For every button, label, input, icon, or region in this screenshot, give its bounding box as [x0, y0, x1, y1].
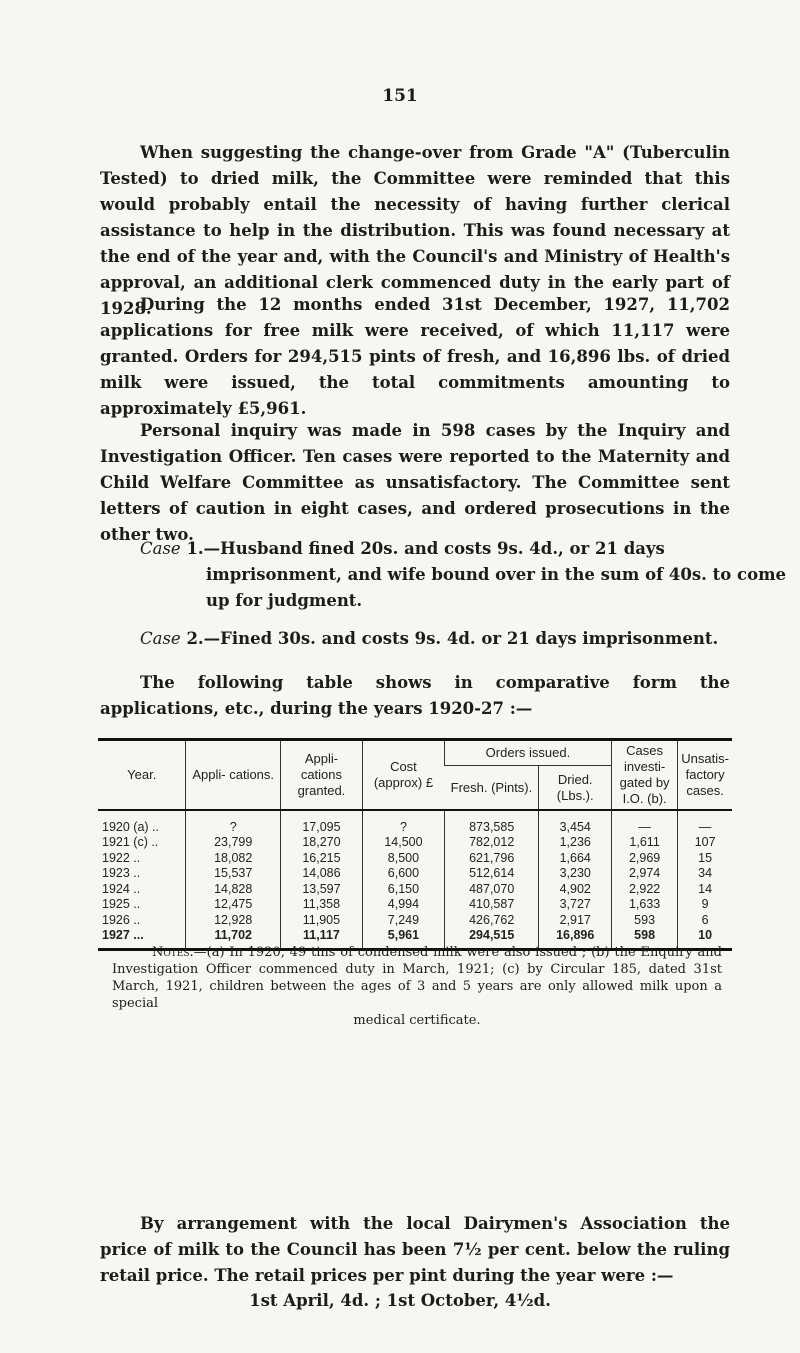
case-2-text: 2.—Fined 30s. and costs 9s. 4d. or 21 days imprisonment. — [186, 629, 719, 648]
case-2 — [140, 626, 796, 652]
cell-investigated: 1,611 — [611, 835, 677, 851]
cell-applications: 12,475 — [186, 897, 280, 913]
header-year: Year. — [98, 740, 186, 811]
cell-cost: 6,600 — [362, 866, 444, 882]
cell-dried: 16,896 — [539, 928, 612, 950]
cell-cost: 5,961 — [362, 928, 444, 950]
notes-tail: medical certificate. — [353, 1013, 481, 1028]
notes-text: —(a) In 1920, 49 tins of condensed milk were also issued ; (b) the Enquiry and Investigation Officer commenced duty in March, 1921; (c) by Circular 185, dated 31st March, 1921, children between the ages of 3 and 5 years are only allowed milk upon a special — [112, 945, 722, 1011]
cell-unsatisfactory: 34 — [678, 866, 732, 882]
cell-dried: 2,917 — [539, 912, 612, 928]
cell-cost: 14,500 — [362, 835, 444, 851]
cell-year: 1927 ... — [102, 928, 144, 943]
cell-dried: 3,727 — [539, 897, 612, 913]
cell-investigated: 1,633 — [611, 897, 677, 913]
page-number: 151 — [382, 86, 418, 106]
cell-applications: 14,828 — [186, 881, 280, 897]
table-row — [98, 835, 732, 851]
table-row — [98, 912, 732, 928]
cell-year: 1923 .. — [102, 866, 141, 881]
cell-applications: 12,928 — [186, 912, 280, 928]
cell-year: 1922 .. — [102, 850, 141, 865]
cell-investigated: 2,969 — [611, 850, 677, 866]
cell-unsatisfactory: 10 — [678, 928, 732, 950]
cell-dried: 3,454 — [539, 810, 612, 835]
cell-granted: 11,905 — [280, 912, 362, 928]
case-1-text: 1.—Husband fined 20s. and costs 9s. 4d., or 21 days imprisonment, and wife bound over in the sum of 40s. to come up for judgment. — [186, 539, 787, 610]
cell-year: 1926 .. — [102, 912, 141, 927]
cell-investigated: 593 — [611, 912, 677, 928]
cell-unsatisfactory: 15 — [678, 850, 732, 866]
case-1 — [140, 536, 796, 614]
cell-investigated: — — [611, 810, 677, 835]
cell-fresh: 487,070 — [444, 881, 539, 897]
table-row — [98, 850, 732, 866]
cell-year: 1920 (a) .. — [102, 819, 159, 834]
notes-label: Notes. — [152, 945, 194, 960]
header-fresh-pints: Fresh. (Pints). — [444, 766, 539, 810]
cell-unsatisfactory: 6 — [678, 912, 732, 928]
cell-fresh: 512,614 — [444, 866, 539, 882]
table-row — [98, 810, 732, 835]
cell-fresh: 873,585 — [444, 810, 539, 835]
cell-granted: 11,358 — [280, 897, 362, 913]
cell-applications: 18,082 — [186, 850, 280, 866]
cell-granted: 16,215 — [280, 850, 362, 866]
cell-fresh: 294,515 — [444, 928, 539, 950]
cell-applications: 11,702 — [186, 928, 280, 950]
paragraph-table-intro: The following table shows in comparative form the applications, etc., during the years 1920-27 :— — [100, 673, 730, 718]
table-row — [98, 866, 732, 882]
cell-year: 1924 .. — [102, 881, 141, 896]
cell-unsatisfactory: 14 — [678, 881, 732, 897]
cell-applications: ? — [186, 810, 280, 835]
table-notes — [112, 944, 722, 1029]
case-1-label: Case — [140, 539, 181, 558]
cell-year: 1921 (c) .. — [102, 835, 159, 850]
cell-granted: 13,597 — [280, 881, 362, 897]
cell-investigated: 2,974 — [611, 866, 677, 882]
cell-granted: 11,117 — [280, 928, 362, 950]
cell-applications: 23,799 — [186, 835, 280, 851]
header-unsatisfactory-cases: Unsatis- factory cases. — [678, 740, 732, 811]
cell-dried: 4,902 — [539, 881, 612, 897]
cell-cost: 8,500 — [362, 850, 444, 866]
case-2-label: Case — [140, 629, 181, 648]
cell-dried: 1,236 — [539, 835, 612, 851]
header-cases-investigated: Cases investi- gated by I.O. (b). — [611, 740, 677, 811]
cell-unsatisfactory: — — [678, 810, 732, 835]
cell-granted: 14,086 — [280, 866, 362, 882]
cell-unsatisfactory: 107 — [678, 835, 732, 851]
paragraph-clerical-assistance: When suggesting the change-over from Grade "A" (Tuberculin Tested) to dried milk, the Committee were reminded that this would probably entail the necessity of having further clerical assistance to help in the distribution. This was found necessary at the end of the year and, with the Council's and Ministry of Health's approval, an additional clerk commenced duty in the early part of 1928. — [100, 143, 730, 318]
cell-cost: 7,249 — [362, 912, 444, 928]
cell-dried: 3,230 — [539, 866, 612, 882]
table-row — [98, 897, 732, 913]
header-dried-lbs: Dried. (Lbs.). — [539, 766, 612, 810]
header-cost: Cost (approx) £ — [362, 740, 444, 811]
header-applications-granted: Appli- cations granted. — [280, 740, 362, 811]
cell-cost: 4,994 — [362, 897, 444, 913]
cell-fresh: 621,796 — [444, 850, 539, 866]
applications-table — [98, 738, 732, 951]
cell-fresh: 410,587 — [444, 897, 539, 913]
cell-granted: 18,270 — [280, 835, 362, 851]
header-orders-issued: Orders issued. — [444, 740, 611, 766]
cell-unsatisfactory: 9 — [678, 897, 732, 913]
table-row — [98, 881, 732, 897]
header-applications: Appli- cations. — [186, 740, 280, 811]
cell-applications: 15,537 — [186, 866, 280, 882]
cell-fresh: 426,762 — [444, 912, 539, 928]
cell-granted: 17,095 — [280, 810, 362, 835]
cell-cost: 6,150 — [362, 881, 444, 897]
cell-fresh: 782,012 — [444, 835, 539, 851]
cell-investigated: 2,922 — [611, 881, 677, 897]
cell-dried: 1,664 — [539, 850, 612, 866]
cell-investigated: 598 — [611, 928, 677, 950]
paragraph-personal-inquiry: Personal inquiry was made in 598 cases by the Inquiry and Investigation Officer. Ten cases were reported to the Maternity and Child Welfare Committee as unsatisfactory. The Committee sent letters of caution in eight cases, and ordered prosecutions in the other two. — [100, 421, 730, 544]
cell-year: 1925 .. — [102, 897, 141, 912]
paragraph-milk-price: By arrangement with the local Dairymen's Association the price of milk to the Council has been 7½ per cent. below the ruling retail price. The retail prices per pint during the year were :— — [100, 1214, 730, 1285]
cell-cost: ? — [362, 810, 444, 835]
retail-prices-line: 1st April, 4d. ; 1st October, 4½d. — [249, 1291, 551, 1310]
paragraph-applications-summary: During the 12 months ended 31st December, 1927, 11,702 applications for free milk were received, of which 11,117 were granted. Orders for 294,515 pints of fresh, and 16,896 lbs. of dried milk were issued, the total commitments amounting to approximately £5,961. — [100, 295, 730, 418]
